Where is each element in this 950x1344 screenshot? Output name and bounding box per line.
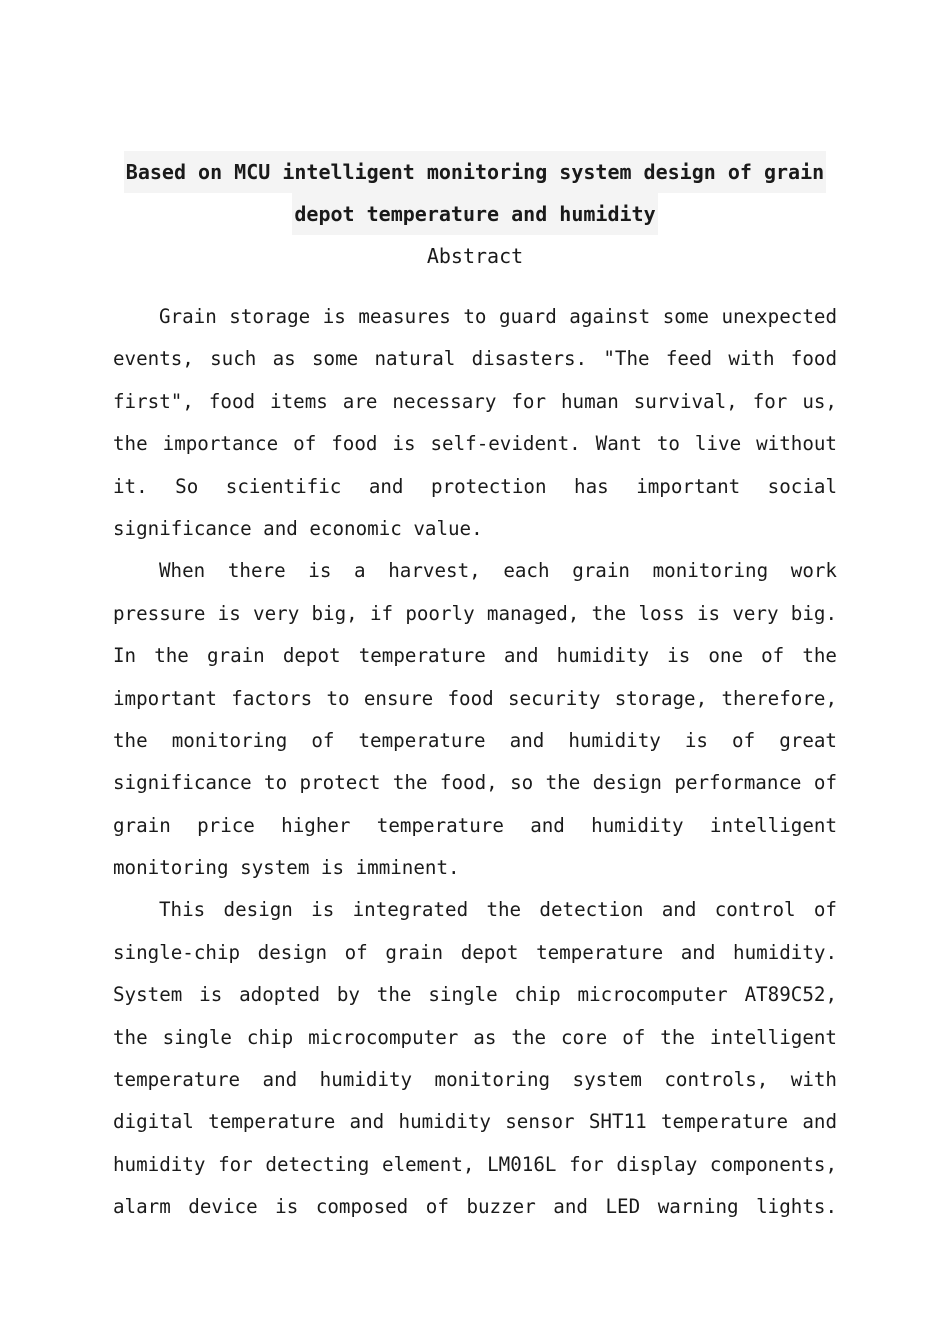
abstract-heading: Abstract [426,244,524,268]
paragraph-2-line: monitoring system is imminent. [113,856,460,880]
paragraph-3-line: System is adopted by the single chip microcomputer AT89C52, [113,983,837,1007]
paragraph-3-line: This design is integrated the detection and control of [159,898,837,922]
paragraph-2-line: pressure is very big, if poorly managed, the loss is very big. [113,601,837,625]
paragraph-2-line: In the grain depot temperature and humidity is one of the [113,644,837,668]
paragraph-2-line: When there is a harvest, each grain monitoring work [159,559,837,583]
paragraph-1-line: events, such as some natural disasters. "The feed with food [113,347,837,371]
paragraph-1-line: significance and economic value. [113,516,483,540]
paragraph-2-line: the monitoring of temperature and humidity is of great [113,728,837,752]
paragraph-1-line: the importance of food is self-evident. Want to live without [113,432,837,456]
abstract-body [113,296,837,1229]
paragraph-1-line: it. So scientific and protection has important social [113,474,837,498]
paragraph-2-line: important factors to ensure food security storage, therefore, [113,686,837,710]
title-line-1: Based on MCU intelligent monitoring system design of grain [124,151,826,193]
paragraph-3-line: single-chip design of grain depot temperature and humidity. [113,940,837,964]
paragraph-3-line: the single chip microcomputer as the core of the intelligent [113,1025,837,1049]
document-title [113,151,837,235]
paragraph-2-line: grain price higher temperature and humidity intelligent [113,813,837,837]
paragraph-1-line: first", food items are necessary for human survival, for us, [113,389,837,413]
paragraph-1-line: Grain storage is measures to guard against some unexpected [159,305,837,328]
title-line-2: depot temperature and humidity [292,193,657,235]
paragraph-3-line: temperature and humidity monitoring system controls, with [113,1068,837,1092]
paragraph-3-line: digital temperature and humidity sensor SHT11 temperature and [113,1110,837,1134]
paragraph-2-line: significance to protect the food, so the design performance of [113,771,837,795]
paragraph-3-line: alarm device is composed of buzzer and LED warning lights. [113,1195,837,1219]
paragraph-3-line: humidity for detecting element, LM016L for display components, [113,1152,837,1176]
